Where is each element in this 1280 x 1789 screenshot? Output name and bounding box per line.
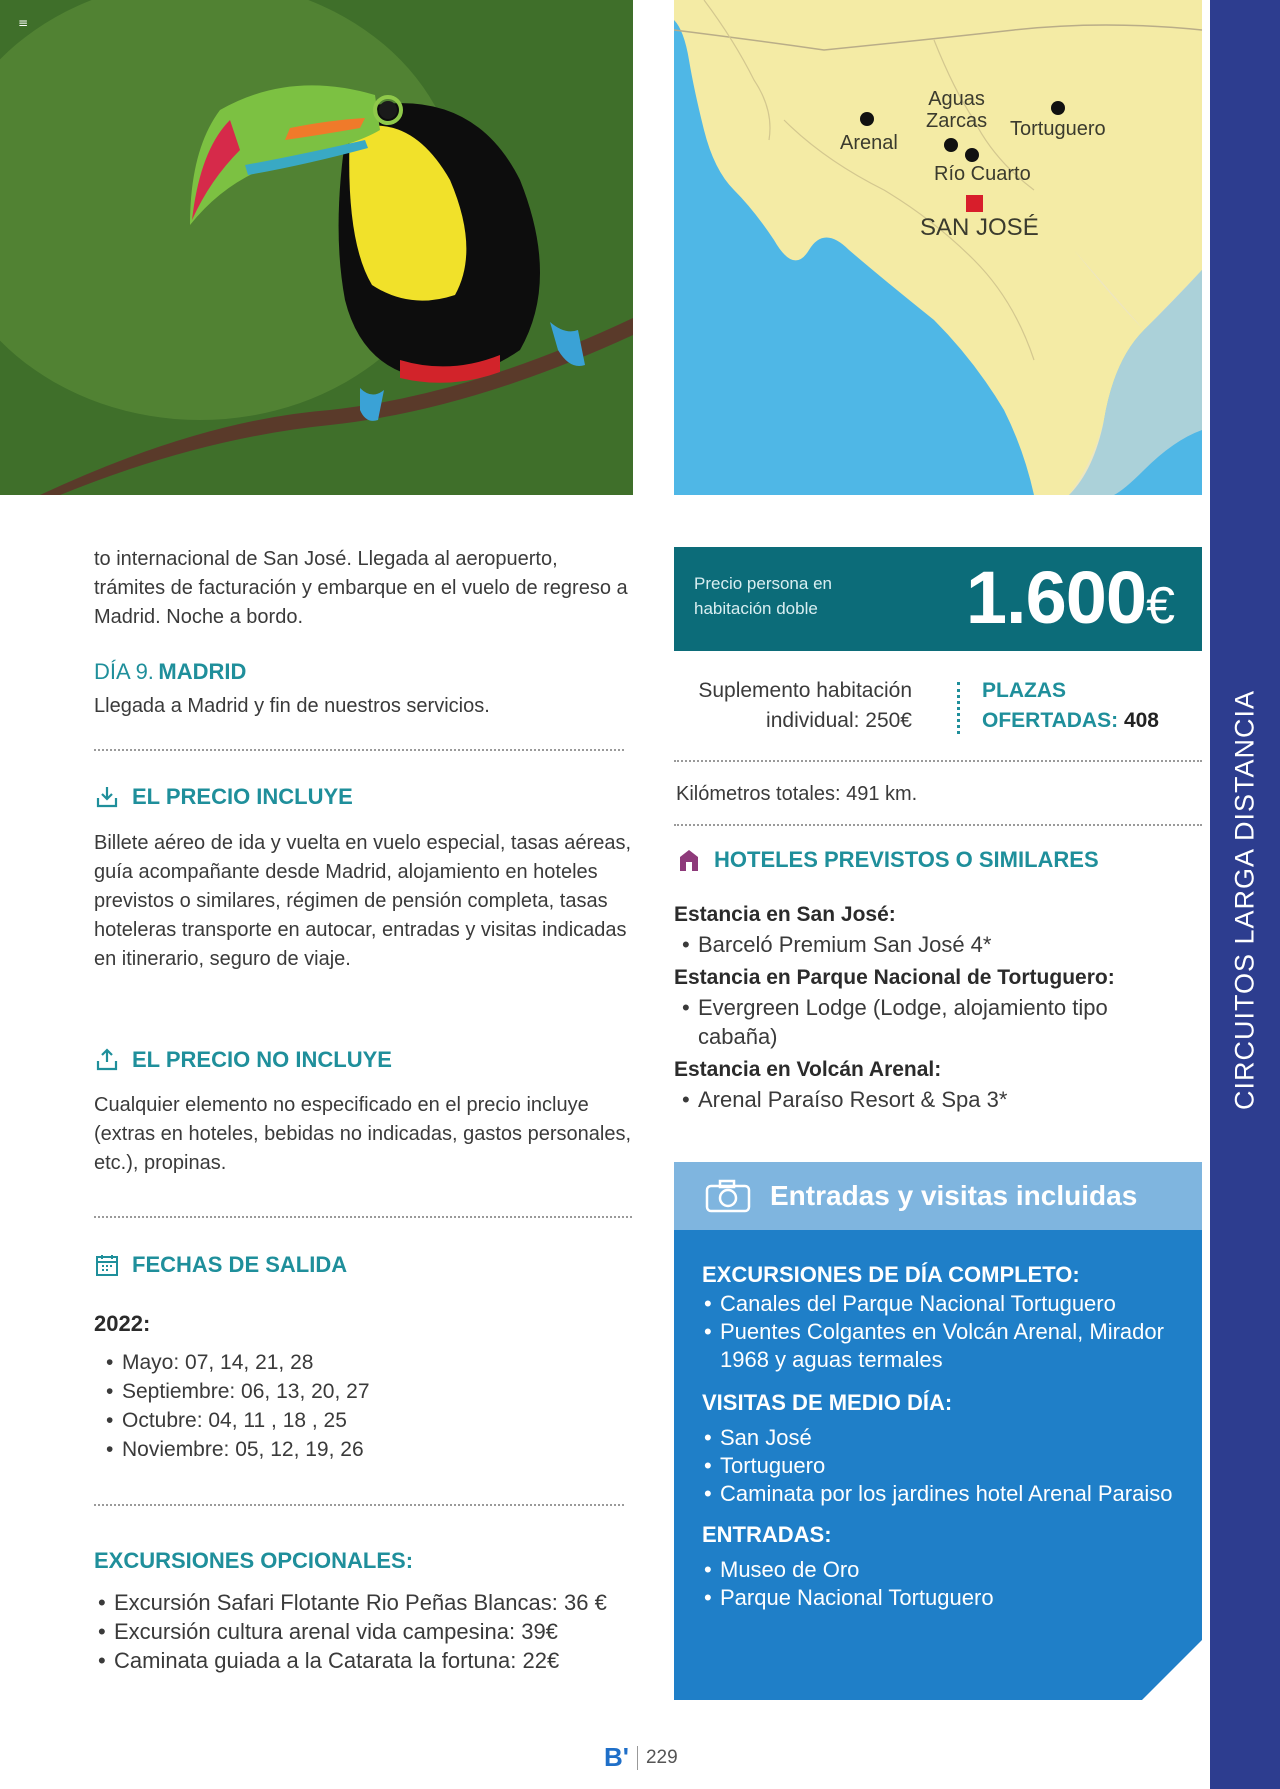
supplement-text	[698, 676, 912, 736]
price-box	[674, 547, 1202, 651]
fechas-title: FECHAS DE SALIDA	[132, 1252, 348, 1277]
hotels-title: HOTELES PREVISTOS O SIMILARES	[714, 847, 1099, 872]
hotels-list	[674, 900, 1202, 1114]
day9-prefix: DÍA 9.	[94, 659, 154, 684]
map-marker-arenal	[860, 112, 874, 126]
opcionales-title: EXCURSIONES OPCIONALES:	[94, 1548, 414, 1573]
supplement-line-1: Suplemento habitación	[698, 679, 912, 702]
divider	[94, 1504, 624, 1506]
map-marker-rio-cuarto	[965, 148, 979, 162]
menu-icon[interactable]: ≡	[18, 16, 29, 30]
visits-full-day-title: EXCURSIONES DE DÍA COMPLETO:	[702, 1262, 1080, 1287]
hotel-group-heading: Estancia en Volcán Arenal:	[674, 1058, 942, 1081]
hotel-group-heading: Estancia en San José:	[674, 903, 896, 926]
list-item: • Septiembre: 06, 13, 20, 27	[104, 1377, 642, 1406]
day9-title: MADRID	[158, 659, 247, 684]
fechas-list	[104, 1348, 642, 1464]
divider	[674, 824, 1202, 826]
section-sideband	[1210, 0, 1280, 1789]
map-marker-tortuguero	[1051, 101, 1065, 115]
list-item: • Museo de Oro	[702, 1556, 1174, 1584]
divider	[94, 1216, 632, 1218]
corner-cut	[1142, 1640, 1202, 1700]
list-item: • Parque Nacional Tortuguero	[702, 1584, 1174, 1612]
map-marker-san-jose	[966, 195, 983, 212]
no-incluye-title: EL PRECIO NO INCLUYE	[132, 1047, 392, 1072]
fechas-year: 2022:	[94, 1311, 151, 1336]
visits-content	[674, 1230, 1202, 1612]
hotel-icon	[676, 847, 702, 873]
opcionales-list	[96, 1588, 634, 1675]
supplement-line-2: individual: 250€	[766, 709, 912, 732]
list-item: • Excursión Safari Flotante Rio Peñas Blancas: 36 €	[96, 1588, 634, 1617]
list-item: • Caminata guiada a la Catarata la fortuna: 22€	[96, 1646, 634, 1675]
visits-half-day-list	[702, 1424, 1174, 1508]
section-title-vertical: CIRCUITOS LARGA DISTANCIA	[1229, 689, 1260, 1111]
fechas-heading	[94, 1252, 632, 1278]
no-incluye-text: Cualquier elemento no especificado en el precio incluye (extras en hoteles, bebidas no indicadas, gastos personales, etc.), propinas.	[94, 1094, 632, 1174]
plazas-value: 408	[1123, 709, 1159, 732]
list-item: • Canales del Parque Nacional Tortuguero	[702, 1290, 1174, 1318]
visits-entries-title: ENTRADAS:	[702, 1522, 832, 1547]
hotel-group-items	[674, 993, 1144, 1051]
calendar-icon	[94, 1252, 120, 1278]
incluye-title: EL PRECIO INCLUYE	[132, 784, 353, 809]
list-item: • Excursión cultura arenal vida campesina: 39€	[96, 1617, 634, 1646]
plazas-text	[982, 676, 1159, 736]
map-label-tortuguero: Tortuguero	[1010, 118, 1106, 140]
day9-heading	[94, 659, 632, 685]
divider	[94, 749, 624, 751]
incluye-text: Billete aéreo de ida y vuelta en vuelo especial, tasas aéreas, guía acompañante desde Madrid, alojamiento en hoteles previstos o similares, régimen de pensión completa, tasas hoteleras transporte en autocar, entradas y visitas indicadas en itinerario, seguro de viaje.	[94, 832, 632, 970]
hotels-heading	[676, 847, 1099, 873]
list-item: • Evergreen Lodge (Lodge, alojamiento tipo cabaña)	[680, 993, 1144, 1051]
day9-text: Llegada a Madrid y fin de nuestros servicios.	[94, 695, 490, 717]
brand-logo: B'	[604, 1742, 629, 1772]
plazas-line-1: PLAZAS	[982, 679, 1066, 702]
toucan-photo	[0, 0, 633, 495]
visits-box	[674, 1162, 1202, 1700]
divider	[957, 682, 960, 734]
list-item: • Mayo: 07, 14, 21, 28	[104, 1348, 642, 1377]
list-item: • San José	[702, 1424, 1174, 1452]
list-item: • Puentes Colgantes en Volcán Arenal, Mirador 1968 y aguas termales	[702, 1318, 1174, 1374]
camera-icon	[704, 1178, 752, 1214]
visits-header	[674, 1162, 1202, 1230]
page-number: 229	[645, 1746, 678, 1768]
visits-title: Entradas y visitas incluidas	[770, 1180, 1138, 1211]
price-label: Precio persona en habitación doble	[694, 574, 832, 618]
map-label-san-jose: SAN JOSÉ	[920, 214, 1039, 241]
no-incluye-heading	[94, 1047, 632, 1073]
intro-paragraph: to internacional de San José. Llegada al aeropuerto, trámites de facturación y embarque en el vuelo de regreso a Madrid. Noche a bordo.	[94, 548, 628, 628]
visits-entries-list	[702, 1556, 1174, 1612]
map-label-arenal: Arenal	[840, 132, 898, 154]
price-currency: €	[1146, 577, 1174, 635]
list-item: • Caminata por los jardines hotel Arenal Paraiso	[702, 1480, 1174, 1508]
list-item: • Barceló Premium San José 4*	[680, 930, 1202, 959]
map-marker-aguas-zarcas	[944, 138, 958, 152]
hotel-group-items	[674, 930, 1202, 959]
price-value: 1.600	[965, 556, 1147, 639]
list-item: • Octubre: 04, 11 , 18 , 25	[104, 1406, 642, 1435]
map-label-aguas-zarcas: Aguas Zarcas	[926, 88, 988, 132]
list-item: • Noviembre: 05, 12, 19, 26	[104, 1435, 642, 1464]
page-footer	[604, 1742, 678, 1773]
incluye-heading	[94, 784, 632, 810]
costa-rica-map	[674, 0, 1202, 495]
divider	[637, 1746, 638, 1770]
visits-full-day-list	[702, 1290, 1174, 1374]
map-label-rio-cuarto: Río Cuarto	[934, 163, 1031, 185]
list-item: • Arenal Paraíso Resort & Spa 3*	[680, 1085, 1202, 1114]
supplement-block	[674, 676, 1202, 736]
download-icon	[94, 784, 120, 810]
km-total: Kilómetros totales: 491 km.	[676, 783, 918, 805]
divider	[674, 760, 1202, 762]
upload-icon	[94, 1047, 120, 1073]
price-amount	[966, 555, 1174, 640]
hotel-group-heading: Estancia en Parque Nacional de Tortuguero:	[674, 966, 1115, 989]
plazas-line-2: OFERTADAS:	[982, 709, 1119, 732]
list-item: • Tortuguero	[702, 1452, 1174, 1480]
visits-half-day-title: VISITAS DE MEDIO DÍA:	[702, 1390, 953, 1415]
hotel-group-items	[674, 1085, 1202, 1114]
